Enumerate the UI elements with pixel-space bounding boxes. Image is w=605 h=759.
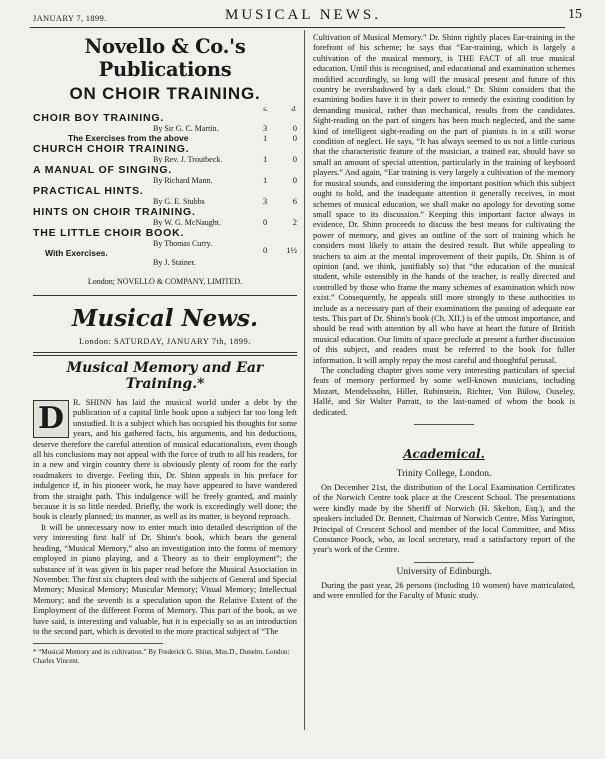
subsection-paragraph: On December 21st, the distribution of the Local Examination Certificates of the Norwich Centre took place at the Crescent School. The presentations were kindly made by the Sheriff of Norwich (H. Skelton, Esq.), and the speakers included Dr. Bennett, Chairman of Norwich Centre, Miss Yarington, Principal of Crescent School and member of the local Committee, and Miss Constance Poock, who, as local secretary, read a satisfactory report of the year's work of the Centre. [313, 483, 575, 555]
rule [33, 352, 297, 353]
advert-item-author: By G. E. Stubbs [153, 197, 205, 206]
header-rule [30, 27, 565, 28]
advert-item [33, 164, 297, 185]
advert-item [33, 133, 297, 143]
article-paragraph: It will be unnecessary now to enter much into detailed description of the very interesting first half of Dr. Shinn's book, which bears the general heading, “Musical Memory,” also an investigation into the forms of memory employed in piano playing, and a Theory as to their employment”; the substance of it was given in his paper read before the Musical Association in November. The first six chapters deal with the subjects of General and Special Memory; Musical Memory; Muscular Memory; Visual Memory; Intellectual Memory; and the seventh is a speculation upon the Relative Extent of the Employment of the different Forms of Memory. This part of the book, as we have said, is interesting and valuable, but it is especially so as an introduction to the second part, which is devoted to the more practical subject of “The [33, 522, 297, 636]
rule [414, 424, 474, 425]
advert-title: Novello & Co.'s Publications [84, 35, 246, 81]
advert-subtitle: ON CHOIR TRAINING. [69, 84, 261, 103]
article-body [33, 398, 297, 637]
header-date: JANUARY 7, 1899. [33, 13, 107, 23]
advert-item-price: 1 0 [263, 154, 297, 164]
advert-item [33, 112, 297, 133]
article-paragraph: The concluding chapter gives some very interesting particulars of special feats of memory performed by some well-known musicians, including Mozart, Mendelssohn, Hiller, Rubinstein, Richter, Von Bülow, Ouseley, Hallé, and Sir Walter Parratt, to the last-named of whom the book is dedicated. [313, 366, 575, 417]
advert-list [33, 104, 297, 267]
right-column [313, 33, 575, 602]
article-title: Musical Memory and Ear Training.* [66, 360, 264, 392]
advert-item-title: With Exercises. [45, 248, 108, 258]
advert-item-title: CHURCH CHOIR TRAINING. [33, 143, 190, 155]
article-paragraph: R. SHINN has laid the musical world under a debt by the publication of a capital little book upon a subject far too long left unstudied. It is a subject which has occupied his thoughts for some years, and his gathered facts, his arguments, and his deductions, deserve therefore the careful attention of musical educationalists, even though all his conclusions may not appeal with the force of truth to all his readers, for in a new and virgin country there is obviously plenty of room for the early roadmakers to diverge. Feeling this, Dr. Shinn appeals in his preface for indulgence if, in his pioneer work, he may have appeared to have wandered from the straight path. This indulgence will be freely granted, and mainly because it is so little needed. Briefly, the work is exceedingly well done; the book is clearly planned; its manner, as well as its matter, is beyond reproach. [33, 398, 297, 522]
advert-item-title: HINTS ON CHOIR TRAINING. [33, 206, 196, 218]
advert-item-price: 0 1½ [263, 245, 297, 255]
advert-item-title: CHOIR BOY TRAINING. [33, 112, 165, 124]
section-title: Academical. [403, 447, 485, 462]
page-header [0, 0, 605, 26]
rule [414, 562, 474, 563]
advert-item-title: The Exercises from the above [68, 133, 189, 143]
subsection-body [313, 483, 575, 556]
advert-item-title: A MANUAL OF SINGING. [33, 164, 173, 176]
footnote [33, 643, 290, 666]
page-number: 15 [568, 7, 582, 22]
subsection-body [313, 581, 575, 602]
column-divider [304, 30, 305, 730]
advert-item-author: By Thomas Curry. [153, 239, 213, 248]
left-column [33, 33, 297, 666]
rule [33, 355, 297, 356]
header-title: MUSICAL NEWS. [225, 7, 381, 23]
advert-item-author: By J. Stainer. [153, 258, 196, 267]
drop-cap: D [33, 400, 69, 438]
article-paragraph: Cultivation of Musical Memory.” Dr. Shinn rightly places Ear-training in the forefront of his scheme; he says that “Ear-training, which is largely a cultivation of the musical memory, is THE FACT of all true musical education. Until this is recognised, and educational and examination schemes modified accordingly, so long will the musical present and future of this country be overshadowed by a dark cloud.” Dr. Shinn considers that the examining bodies have it in their power to remedy the existing condition by demanding musical, rather than mechanical, results from the candidates. Sight-reading on the part of singers has been much neglected, and the same kind of intelligent sight-reading on the part of pianists is in a still worse condition of neglect. He says, “It has always seemed to us not a little curious that the characteristic feature of the musician, a trained ear, should have so small an amount of special attention, particularly in the training of keyboard players.” And again, “Ear training is very largely a cultivation of the memory for musical sounds, and considering the important position which this subject ought to hold, and the inadequate attention it generally receives, in most schemes of musical education, we shall make no apology for devoting some small space to its discussion.” Keeping this important factor always in evidence, Dr. Shinn proceeds to discuss the best means for cultivating the power of memory, and gives an outline of the sort of training which he considers most likely to attain the desired result. But while appealing to teachers to aim at the mental improvement of their pupils, Dr. Shinn is of opinion (and, we think, justifiably so) that “the education of the musical student, while ostensibly in the hands of the teacher, is really directed and controlled by those who frame the many schemes of examination which now exist.” Consequently, he appeals still more strongly to these authorities to include as a necessary part of their examinations the passing of adequate ear tests. This part of Dr. Shinn's book (Ch. XII.) is of the utmost importance, and should be read with attention by all who have at heart the future of British musical education. Our limits of space preclude at present a further discussion of this subject, and readers must be referred to the book for fuller information. It will amply repay the most careful and thoughtful perusal. [313, 33, 575, 365]
advert-item-title: THE LITTLE CHOIR BOOK. [33, 227, 185, 239]
advert-item-price: 3 0 [263, 123, 297, 133]
advert-item [33, 185, 297, 206]
advert-item [33, 248, 297, 267]
advert-item-title: PRACTICAL HINTS. [33, 185, 144, 197]
advert-item-author: By Sir G. C. Martin. [153, 124, 219, 133]
masthead-dateline: London: SATURDAY, JANUARY 7th, 1899. [79, 336, 251, 346]
advert-item-price: 0 2 [263, 217, 297, 227]
footnote-text: * “Musical Memory and its cultivation.” By Frederick G. Shinn, Mus.D., Dunelm. London: Charles Vincent. [33, 648, 290, 666]
advert-publisher: London; NOVELLO & COMPANY, LIMITED. [87, 277, 243, 286]
article-continuation [313, 33, 575, 418]
advert-item [33, 206, 297, 227]
advert-item-author: By Richard Mann. [153, 176, 213, 185]
subsection-title: Trinity College, London. [396, 469, 492, 480]
subsection-title: University of Edinburgh. [396, 566, 492, 577]
advert-item-author: By Rev. J. Troutbeck. [153, 155, 223, 164]
subsection-paragraph: During the past year, 26 persons (including 10 women) have matriculated, and were enrolled for the Faculty of Music study. [313, 580, 575, 601]
advert-item-price: 1 0 [263, 133, 297, 143]
advert-item-price: 3 6 [263, 196, 297, 206]
rule [33, 295, 297, 296]
advert-item-author: By W. G. McNaught. [153, 218, 221, 227]
advert-item [33, 143, 297, 164]
advert-item-price: 1 0 [263, 175, 297, 185]
price-column-header: s. d. [263, 104, 297, 113]
masthead-title: Musical News. [72, 305, 258, 332]
